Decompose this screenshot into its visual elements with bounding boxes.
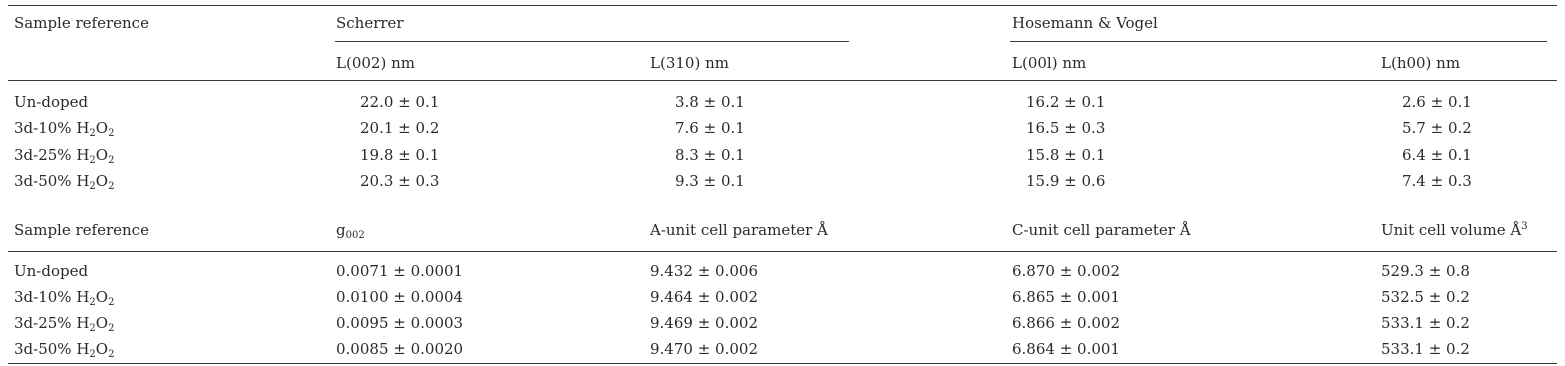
t1-row2-lh00: 5.7 ± 0.2 (1402, 119, 1472, 137)
t2-row3-a: 9.469 ± 0.002 (650, 314, 758, 332)
table2-header-rule (8, 251, 1557, 252)
t2-row3-g002: 0.0095 ± 0.0003 (336, 314, 464, 332)
t2-row2-sample: 3d-10% $H_2O_2$ (14, 288, 115, 308)
header-lh00: L(h00) nm (1381, 54, 1461, 72)
t2-header-c-param: C-unit cell parameter Å (1012, 221, 1191, 239)
hosemann-vogel-rule (1010, 41, 1547, 42)
t2-row4-g002: 0.0085 ± 0.0020 (336, 340, 464, 358)
t1-row4-l00l: 15.9 ± 0.6 (1026, 172, 1106, 190)
t1-row1-sample: Un-doped (14, 93, 89, 111)
t2-row2-vol: 532.5 ± 0.2 (1381, 288, 1470, 306)
t2-row3-c: 6.866 ± 0.002 (1012, 314, 1120, 332)
bottom-rule (8, 363, 1557, 364)
header-scherrer: Scherrer (336, 14, 404, 32)
t1-row2-l00l: 16.5 ± 0.3 (1026, 119, 1106, 137)
t1-row4-l002: 20.3 ± 0.3 (360, 172, 440, 190)
t2-row1-a: 9.432 ± 0.006 (650, 262, 758, 280)
t1-row1-l00l: 16.2 ± 0.1 (1026, 93, 1106, 111)
t1-row3-l310: 8.3 ± 0.1 (675, 146, 745, 164)
t2-row3-sample: 3d-25% $H_2O_2$ (14, 314, 115, 334)
t2-row1-sample: Un-doped (14, 262, 89, 280)
t2-row4-sample: 3d-50% $H_2O_2$ (14, 340, 115, 360)
t1-row2-l310: 7.6 ± 0.1 (675, 119, 745, 137)
t1-row3-lh00: 6.4 ± 0.1 (1402, 146, 1472, 164)
header-l310: L(310) nm (650, 54, 729, 72)
t1-row1-l310: 3.8 ± 0.1 (675, 93, 745, 111)
t2-row2-a: 9.464 ± 0.002 (650, 288, 758, 306)
t2-header-sample-reference: Sample reference (14, 221, 149, 239)
t1-row1-lh00: 2.6 ± 0.1 (1402, 93, 1472, 111)
t1-row4-sample: 3d-50% $H_2O_2$ (14, 172, 115, 192)
t2-row2-g002: 0.0100 ± 0.0004 (336, 288, 464, 306)
t2-row3-vol: 533.1 ± 0.2 (1381, 314, 1470, 332)
t1-row2-l002: 20.1 ± 0.2 (360, 119, 440, 137)
t2-row4-vol: 533.1 ± 0.2 (1381, 340, 1470, 358)
t2-header-a-param: A-unit cell parameter Å (650, 221, 828, 239)
t1-row3-l00l: 15.8 ± 0.1 (1026, 146, 1106, 164)
t2-header-g002: $g_{002}$ (336, 221, 365, 241)
t1-row3-l002: 19.8 ± 0.1 (360, 146, 440, 164)
scherrer-rule (335, 41, 849, 42)
header-sample-reference: Sample reference (14, 14, 149, 32)
t1-row4-l310: 9.3 ± 0.1 (675, 172, 745, 190)
t2-row1-vol: 529.3 ± 0.8 (1381, 262, 1470, 280)
t1-row1-l002: 22.0 ± 0.1 (360, 93, 440, 111)
top-rule (8, 5, 1557, 6)
t2-row1-g002: 0.0071 ± 0.0001 (336, 262, 464, 280)
header-hosemann-vogel: Hosemann & Vogel (1012, 14, 1158, 32)
header-l00l: L(00l) nm (1012, 54, 1087, 72)
t2-row4-a: 9.470 ± 0.002 (650, 340, 758, 358)
t2-row1-c: 6.870 ± 0.002 (1012, 262, 1120, 280)
header-l002: L(002) nm (336, 54, 415, 72)
t2-header-volume: Unit cell volume $Å^3$ (1381, 221, 1528, 239)
table1-header-rule (8, 80, 1557, 81)
t2-row2-c: 6.865 ± 0.001 (1012, 288, 1120, 306)
t1-row3-sample: 3d-25% $H_2O_2$ (14, 146, 115, 166)
t1-row2-sample: 3d-10% $H_2O_2$ (14, 119, 115, 139)
t2-row4-c: 6.864 ± 0.001 (1012, 340, 1120, 358)
t1-row4-lh00: 7.4 ± 0.3 (1402, 172, 1472, 190)
